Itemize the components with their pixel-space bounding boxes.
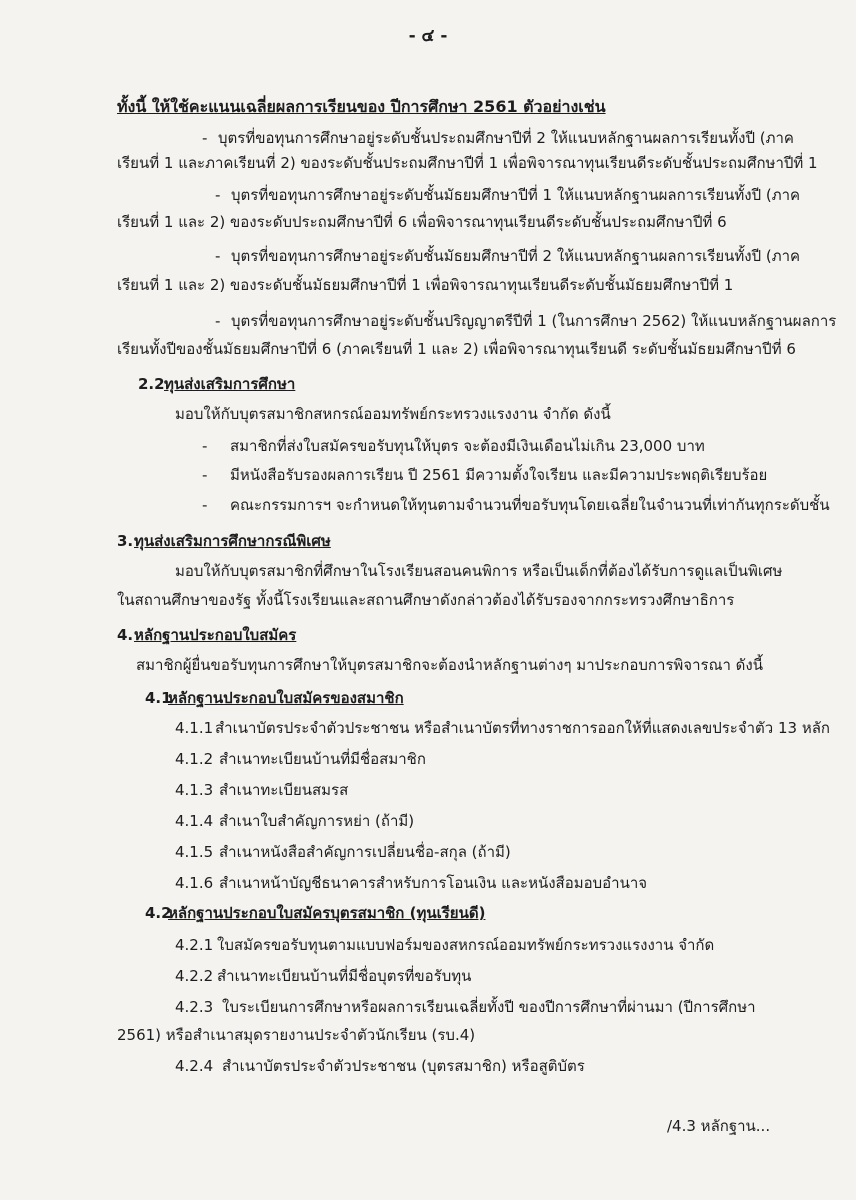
section-number: 3.: [117, 532, 134, 550]
section-title: หลักฐานประกอบใบสมัครของสมาชิก: [168, 689, 404, 707]
item-text: สำเนาทะเบียนบ้านที่มีชื่อสมาชิก: [219, 750, 426, 768]
item-number: 4.2.4: [175, 1057, 214, 1075]
section-title: หลักฐานประกอบใบสมัคร: [134, 626, 297, 644]
item-number: 4.1.2: [175, 750, 214, 768]
section-title: ทุนส่งเสริมการศึกษากรณีพิเศษ: [134, 532, 331, 550]
section-intro: สมาชิกผู้ยื่นขอรับทุนการศึกษาให้บุตรสมาชิกจะต้องนำหลักฐานต่างๆ มาประกอบการพิจารณา ดังนี้: [136, 656, 764, 674]
example-line: บุตรที่ขอทุนการศึกษาอยู่ระดับชั้นประถมศึกษาปีที่ 2 ให้แนบหลักฐานผลการเรียนทั้งปี (ภาค: [218, 129, 794, 147]
section-title: หลักฐานประกอบใบสมัครบุตรสมาชิก (ทุนเรียนดี): [168, 904, 486, 922]
page-number: - ๔ -: [408, 26, 448, 46]
bullet-text: คณะกรรมการฯ จะกำหนดให้ทุนตามจำนวนที่ขอรับทุนโดยเฉลี่ยในจำนวนที่เท่ากันทุกระดับชั้น: [230, 496, 830, 514]
example-line: เรียนที่ 1 และภาคเรียนที่ 2) ของระดับชั้นประถมศึกษาปีที่ 1 เพื่อพิจารณาทุนเรียนดีระดับชั้นประถมศึกษาปีที่ 1: [117, 154, 818, 172]
dash-bullet: -: [202, 129, 208, 147]
next-page-reference: /4.3 หลักฐาน...: [667, 1117, 771, 1135]
item-text: ใบระเบียนการศึกษาหรือผลการเรียนเฉลี่ยทั้งปี ของปีการศึกษาที่ผ่านมา (ปีการศึกษา: [222, 998, 756, 1016]
example-line: เรียนที่ 1 และ 2) ของระดับชั้นมัธยมศึกษาปีที่ 1 เพื่อพิจารณาทุนเรียนดีระดับชั้นมัธยมศึกษาปีที่ 1: [117, 276, 734, 294]
item-number: 4.2.1: [175, 936, 214, 954]
item-text-continued: 2561) หรือสำเนาสมุดรายงานประจำตัวนักเรียน (รบ.4): [117, 1026, 476, 1044]
item-number: 4.1.5: [175, 843, 214, 861]
item-text: สำเนาบัตรประจำตัวประชาชน หรือสำเนาบัตรที่ทางราชการออกให้ที่แสดงเลขประจำตัว 13 หลัก: [215, 719, 831, 737]
item-text: สำเนาหนังสือสำคัญการเปลี่ยนชื่อ-สกุล (ถ้ามี): [219, 843, 511, 861]
example-line: เรียนทั้งปีของชั้นมัธยมศึกษาปีที่ 6 (ภาคเรียนที่ 1 และ 2) เพื่อพิจารณาทุนเรียนดี ระดับชั้นมัธยมศึกษาปีที่ 6: [117, 340, 796, 358]
item-number: 4.2.3: [175, 998, 214, 1016]
item-number: 4.1.3: [175, 781, 214, 799]
dash-bullet: -: [202, 466, 208, 484]
intro-heading: ทั้งนี้ ให้ใช้คะแนนเฉลี่ยผลการเรียนของ ปีการศึกษา 2561 ตัวอย่างเช่น: [117, 97, 606, 116]
paragraph-line: มอบให้กับบุตรสมาชิกที่ศึกษาในโรงเรียนสอนคนพิการ หรือเป็นเด็กที่ต้องได้รับการดูแลเป็นพิเศษ: [175, 562, 783, 580]
dash-bullet: -: [215, 186, 221, 204]
item-text: สำเนาหน้าบัญชีธนาคารสำหรับการโอนเงิน และหนังสือมอบอำนาจ: [219, 874, 648, 892]
bullet-text: สมาชิกที่ส่งใบสมัครขอรับทุนให้บุตร จะต้องมีเงินเดือนไม่เกิน 23,000 บาท: [230, 437, 705, 455]
item-text: สำเนาทะเบียนสมรส: [219, 781, 349, 799]
section-number: 4.2: [145, 904, 172, 922]
section-number: 4.1: [145, 689, 172, 707]
dash-bullet: -: [202, 496, 208, 514]
section-intro: มอบให้กับบุตรสมาชิกสหกรณ์ออมทรัพย์กระทรวงแรงงาน จำกัด ดังนี้: [175, 405, 611, 423]
paragraph-line: ในสถานศึกษาของรัฐ ทั้งนี้โรงเรียนและสถานศึกษาดังกล่าวต้องได้รับรองจากกระทรวงศึกษาธิการ: [117, 591, 735, 609]
item-text: ใบสมัครขอรับทุนตามแบบฟอร์มของสหกรณ์ออมทรัพย์กระทรวงแรงงาน จำกัด: [217, 936, 715, 954]
dash-bullet: -: [215, 247, 221, 265]
example-line: บุตรที่ขอทุนการศึกษาอยู่ระดับชั้นมัธยมศึกษาปีที่ 1 ให้แนบหลักฐานผลการเรียนทั้งปี (ภาค: [231, 186, 801, 204]
item-number: 4.1.6: [175, 874, 214, 892]
dash-bullet: -: [202, 437, 208, 455]
item-number: 4.1.4: [175, 812, 214, 830]
item-text: สำเนาใบสำคัญการหย่า (ถ้ามี): [219, 812, 415, 830]
example-line: บุตรที่ขอทุนการศึกษาอยู่ระดับชั้นมัธยมศึกษาปีที่ 2 ให้แนบหลักฐานผลการเรียนทั้งปี (ภาค: [231, 247, 801, 265]
section-title: ทุนส่งเสริมการศึกษา: [164, 375, 296, 393]
item-number: 4.1.1: [175, 719, 214, 737]
item-text: สำเนาบัตรประจำตัวประชาชน (บุตรสมาชิก) หรือสูติบัตร: [222, 1057, 585, 1075]
bullet-text: มีหนังสือรับรองผลการเรียน ปี 2561 มีความตั้งใจเรียน และมีความประพฤติเรียบร้อย: [230, 466, 768, 484]
item-number: 4.2.2: [175, 967, 214, 985]
dash-bullet: -: [215, 312, 221, 330]
section-number: 4.: [117, 626, 134, 644]
item-text: สำเนาทะเบียนบ้านที่มีชื่อบุตรที่ขอรับทุน: [217, 967, 472, 985]
example-line: เรียนที่ 1 และ 2) ของระดับประถมศึกษาปีที่ 6 เพื่อพิจารณาทุนเรียนดีระดับชั้นประถมศึกษาปีที่ 6: [117, 213, 727, 231]
section-number: 2.2: [138, 375, 165, 393]
example-line: บุตรที่ขอทุนการศึกษาอยู่ระดับชั้นปริญญาตรีปีที่ 1 (ในการศึกษา 2562) ให้แนบหลักฐานผลการ: [231, 312, 837, 330]
